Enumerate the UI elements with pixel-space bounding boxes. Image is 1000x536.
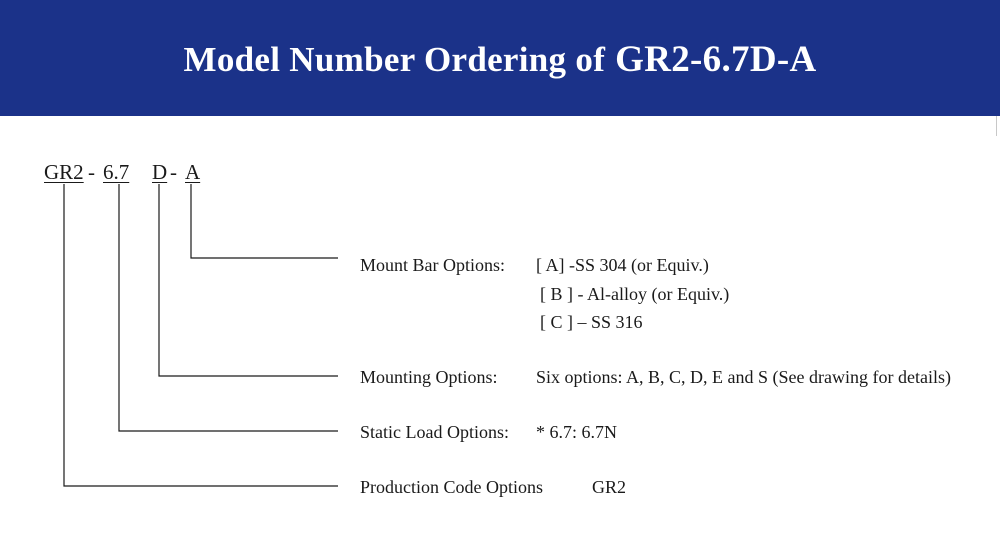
mounting-value: Six options: A, B, C, D, E and S (See drawing for details) [536, 367, 951, 387]
title-model: GR2-6.7D-A [615, 38, 817, 80]
mount-bar-option-b: [ B ] - Al-alloy (or Equiv.) [540, 284, 730, 304]
title-text: Model Number Ordering of [183, 39, 606, 79]
code-separator-2: - [170, 160, 177, 184]
connector-mounting [159, 184, 338, 376]
production-code-label: Production Code Options [360, 477, 543, 497]
production-code-value: GR2 [592, 477, 627, 497]
code-part-mounting: D [152, 160, 168, 184]
static-load-value: * 6.7: 6.7N [536, 422, 617, 442]
mount-bar-label: Mount Bar Options: [360, 255, 506, 275]
code-separator-1: - [88, 160, 95, 184]
mount-bar-option-a: [ A] -SS 304 (or Equiv.) [536, 255, 709, 275]
code-part-production: GR2 [44, 160, 84, 184]
connector-production-code [64, 184, 338, 486]
mounting-label: Mounting Options: [360, 367, 498, 387]
connector-mount-bar [191, 184, 338, 258]
mount-bar-option-c: [ C ] – SS 316 [540, 312, 643, 332]
connector-static-load [119, 184, 338, 431]
code-part-static-load: 6.7 [103, 160, 130, 184]
code-part-mount-bar: A [185, 160, 201, 184]
static-load-label: Static Load Options: [360, 422, 509, 442]
